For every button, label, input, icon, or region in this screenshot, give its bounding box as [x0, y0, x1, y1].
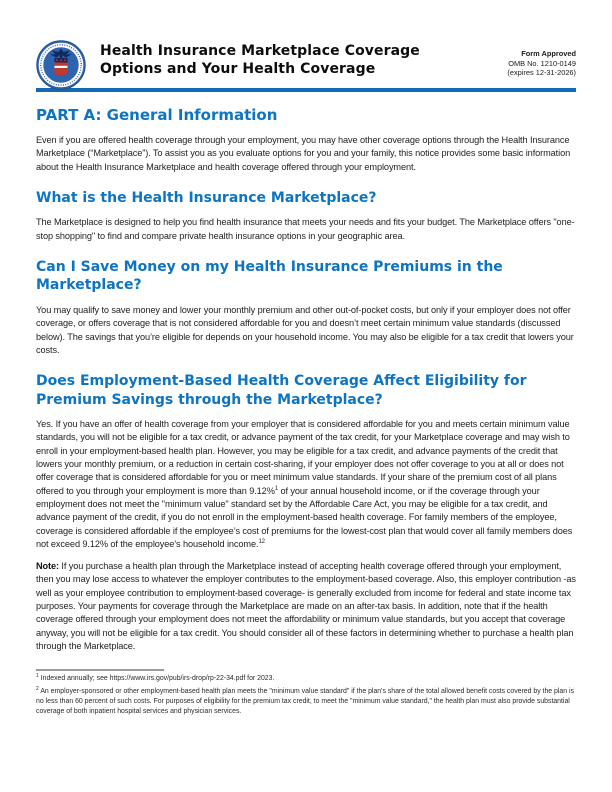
footnote-text: An employer-sponsored or other employment-based health plan meets the "minimum value standard" if the plan's share of the total allowed benefit costs covered by the plan is no less than 60 percent of such costs. For purposes of eligibility for the premium tax credit, to meet the "minimum value standard," the health plan must also provide substantial coverage of both inpatient hospital services and physician services. — [36, 688, 574, 715]
footnote-reference-1: 1 — [274, 485, 279, 492]
footnote-separator — [36, 669, 164, 671]
footnote-reference-12: 12 — [258, 538, 265, 545]
department-of-labor-seal-icon — [36, 40, 86, 90]
paragraph-text: Yes. If you have an offer of health coverage from your employer that is considered affordable for you and meets certain minimum value standards, you will not be eligible for a tax credit, or advance payment of the tax credit, for your Marketplace coverage and may wish to enroll in your employment-based health plan. However, you may be eligible for a tax credit, and advance payments of the credit that lowers your monthly premium, or a reduction in certain cost-sharing, if your employer does not offer coverage to you at all or does not offer coverage that is considered affordable for you or meet minimum value standards. If your share of the premium cost of all plans offered to you through your employment is more than 9.12% — [36, 419, 570, 496]
header — [36, 40, 576, 90]
section-paragraph-save-money: You may qualify to save money and lower your monthly premium and other out-of-pocket costs, but only if your employer does not offer coverage, or offers coverage that is not considered affordable for you and doesn’t meet certain minimum value standards (discussed below). The savings that you’re eligible for depends on your household income. You may also be eligible for a tax credit that lowers your costs. — [36, 304, 574, 355]
footnote-text: Indexed annually; see — [40, 675, 110, 683]
header-divider — [36, 88, 576, 92]
form-approved-label: Form Approved — [521, 49, 576, 58]
note-text: If you purchase a health plan through the Marketplace instead of accepting health coverage offered through your employment, then you may lose access to whatever the employer contributes to the employment-based coverage. Also, this employer contribution -as well as your employee contribution to employment-based coverage- is generally excluded from income for federal and state income tax purposes. Your payments for coverage through the Marketplace are made on an after-tax basis. In addition, note that if the health coverage offered through your employment does not meet the affordability or minimum value standards, but you accept that coverage anyway, you will not be eligible for a tax credit. You should consider all of these factors in determining whether to purchase a health plan through the Marketplace. — [36, 561, 576, 651]
footnote-marker-2: 2 — [36, 686, 39, 693]
note-label: Note: — [36, 561, 59, 572]
footnote-marker-1: 1 — [36, 673, 39, 680]
intro-paragraph: Even if you are offered health coverage through your employment, you may have other coverage options through the Health Insurance Marketplace (“Marketplace”). To assist you as you evaluate options for you and your family, this notice provides some basic information about the Health Insurance Marketplace and health coverage offered through your employment. — [36, 135, 571, 172]
section-heading-what-is-marketplace: What is the Health Insurance Marketplace? — [36, 189, 377, 206]
section-heading-employment-coverage: Does Employment-Based Health Coverage Affect Eligibility for Premium Savings through the Marketplace? — [36, 373, 527, 408]
section-paragraph-what-is-marketplace: The Marketplace is designed to help you find health insurance that meets your needs and fits your budget. The Marketplace offers "one-stop shopping" to find and compare private health insurance options in your geographic area. — [36, 217, 575, 241]
section-paragraph-employment-coverage — [36, 418, 576, 551]
part-a-heading: PART A: General Information — [36, 106, 278, 124]
page-title: Health Insurance Marketplace Coverage Options and Your Health Coverage — [100, 43, 420, 77]
section-heading-save-money: Can I Save Money on my Health Insurance Premiums in the Marketplace? — [36, 258, 503, 294]
form-approved-block — [507, 49, 576, 78]
omb-expiration: (expires 12-31-2026) — [507, 68, 576, 78]
paragraph-text: of your annual household income, or if the coverage through your employment does not meet the "minimum value" standard set by the Affordable Care Act, you may be eligible for a tax credit, and advance payment of the credit, if you do not enroll in the employment-based health coverage. For family members of the employee, coverage is considered affordable if the employee’s cost of premiums for the lowest-cost plan that would cover all family members does not exceed 9.12% of the employee’s household income. — [36, 485, 573, 549]
footnote-1 — [36, 674, 576, 684]
footnote-2 — [36, 687, 576, 717]
note-paragraph — [36, 560, 576, 653]
irs-url-link[interactable]: https://www.irs.gov/pub/irs-drop/rp-22-34.pdf — [109, 675, 246, 683]
footnote-text: for 2023. — [245, 675, 275, 683]
omb-number: OMB No. 1210-0149 — [508, 58, 576, 68]
